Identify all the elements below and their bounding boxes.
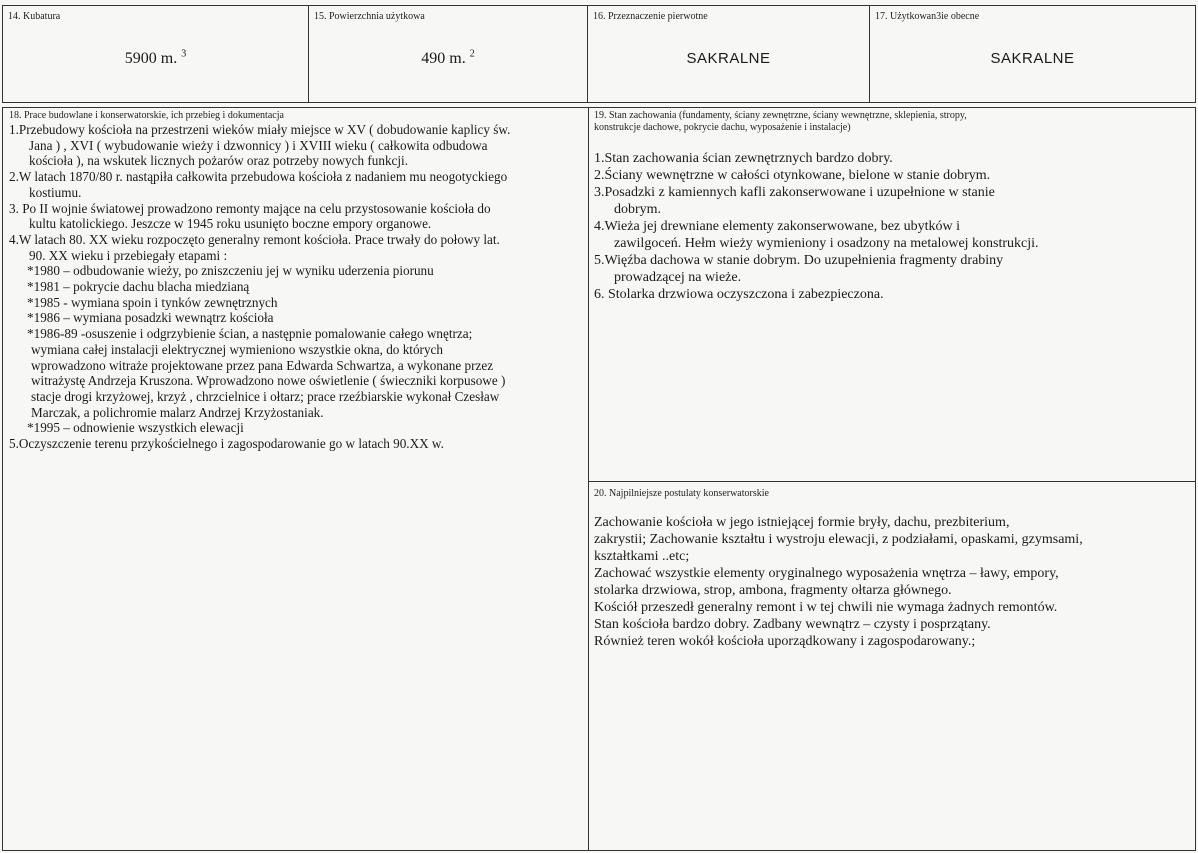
list-item: Marczak, a polichromie malarz Andrzej Krzyżostaniak. (31, 404, 324, 420)
list-item: *1981 – pokrycie dachu blacha miedzianą (27, 279, 250, 295)
list-item: 1.Stan zachowania ścian zewnętrznych bardzo dobry. (594, 151, 893, 166)
list-item: 3. Po II wojnie światowej prowadzono remonty mające na celu przystosowanie kościoła do (9, 200, 491, 216)
postulates-text (594, 514, 1190, 650)
list-item: dobrym. (614, 202, 662, 217)
list-item: 2.W latach 1870/80 r. nastąpiła całkowita przebudowa kościoła z nadaniem mu neogotyckiego (9, 169, 508, 185)
list-item: wymiana całej instalacji elektrycznej wymieniono wszystkie okna, do których (31, 341, 443, 357)
section-label-cont: konstrukcje dachowe, pokrycie dachu, wyposażenie i instalacje) (594, 122, 851, 133)
list-item: *1980 – odbudowanie wieży, po zniszczeniu jej w wyniku uderzenia piorunu (27, 263, 434, 279)
text-line: zakrystii; Zachowanie kształtu i wystroju elewacji, z podziałami, opaskami, gzymsami, (594, 532, 1083, 547)
cell-label: 15. Powierzchnia użytkowa (314, 11, 425, 22)
list-item: kostiumu. (29, 184, 82, 200)
text-line: Stan kościoła bardzo dobry. Zadbany wewnątrz – czysty i posprzątany. (594, 617, 991, 632)
list-item: *1986 – wymiana posadzki wewnątrz kościoła (27, 310, 274, 326)
list-item: 5.Oczyszczenie terenu przykościelnego i zagospodarowanie go w latach 90.XX w. (9, 436, 444, 452)
cell-kubatura (2, 5, 309, 103)
list-item: stacje drogi krzyżowej, krzyż , chrzcielnice i ołtarz; prace rzeźbiarskie wykonał Czesław (31, 388, 500, 404)
section-19 (588, 107, 1196, 482)
list-item: 4.Wieża jej drewniane elementy zakonserwowane, bez ubytków i (594, 219, 961, 234)
section-label: 20. Najpilniejsze postulaty konserwatorskie (594, 488, 769, 499)
section-label: 19. Stan zachowania (fundamenty, ściany zewnętrzne, ściany wewnętrzne, sklepienia, stropy, (594, 110, 967, 121)
list-item: wprowadzono witraże projektowane przez pana Edwarda Schwartza, a wykonane przez (31, 357, 494, 373)
list-item: 90. XX wieku i przebiegały etapami : (29, 247, 228, 263)
list-item: 3.Posadzki z kamiennych kafli zakonserwowane i uzupełnione w stanie (594, 185, 995, 200)
list-item: kultu katolickiego. Jeszcze w 1945 roku usunięto boczne empory organowe. (29, 216, 432, 232)
list-item: 6. Stolarka drzwiowa oczyszczona i zabezpieczona. (594, 287, 884, 302)
kubatura-value: 5900 m. $^3$ (124, 48, 187, 67)
powierzchnia-value: 490 m. $^2$ (421, 48, 475, 67)
section-18 (2, 107, 589, 851)
text-line: Zachowanie kościoła w jego istniejącej formie bryły, dachu, prezbiterium, (594, 515, 1010, 530)
list-item: prowadzącej na wieże. (614, 270, 742, 285)
cell-label: 17. Użytkowan3ie obecne (875, 11, 980, 22)
text-line: Zachować wszystkie elementy oryginalnego wyposażenia wnętrza – ławy, empory, (594, 566, 1059, 581)
condition-list (594, 150, 1190, 303)
list-item: witrażystę Andrzeja Kruszona. Wprowadzono nowe oświetlenie ( świeczniki korpusowe ) (31, 373, 506, 389)
cell-przeznaczenie (587, 5, 870, 103)
list-item: 5.Więźba dachowa w stanie dobrym. Do uzupełnienia fragmenty drabiny (594, 253, 1004, 268)
section-20 (588, 481, 1196, 851)
list-item: *1985 - wymiana spoin i tynków zewnętrznych (27, 294, 278, 310)
section-label: 18. Prace budowlane i konserwatorskie, ich przebieg i dokumentacja (9, 110, 284, 121)
cell-label: 14. Kubatura (8, 11, 61, 22)
text-line: kształtkami ..etc; (594, 549, 690, 564)
text-line: Również teren wokół kościoła uporządkowany i zagospodarowany.; (594, 634, 976, 649)
list-item: *1986-89 -osuszenie i odgrzybienie ścian, a następnie pomalowanie całego wnętrza; (27, 326, 473, 342)
cell-uzytkowanie (869, 5, 1196, 103)
cell-powierzchnia (308, 5, 588, 103)
uzytkowanie-value: SAKRALNE (990, 50, 1075, 67)
list-item: Jana ) , XVI ( wybudowanie wieży i dzwonnicy ) i XVIII wieku ( całkowita odbudowa (29, 137, 488, 153)
list-item: 1.Przebudowy kościoła na przestrzeni wieków miały miejsce w XV ( dobudowanie kaplicy św. (9, 122, 511, 137)
cell-label: 16. Przeznaczenie pierwotne (593, 11, 708, 22)
list-item: 2.Ściany wewnętrzne w całości otynkowane, bielone w stanie dobrym. (594, 168, 991, 183)
przeznaczenie-value: SAKRALNE (686, 50, 771, 67)
text-line: stolarka drzwiowa, strop, ambona, fragmenty ołtarza głównego. (594, 583, 952, 598)
works-list (9, 122, 582, 452)
text-line: Kościół przeszedł generalny remont i w tej chwili nie wymaga żadnych remontów. (594, 600, 1058, 615)
list-item: 4.W latach 80. XX wieku rozpoczęto generalny remont kościoła. Prace trwały do połowy lat. (9, 231, 500, 247)
list-item: *1995 – odnowienie wszystkich elewacji (27, 420, 244, 436)
list-item: kościoła ), na wskutek licznych pożarów oraz potrzeby nowych funkcji. (29, 153, 409, 169)
list-item: zawilgoceń. Hełm wieży wymieniony i osadzony na metalowej konstrukcji. (614, 236, 1039, 251)
